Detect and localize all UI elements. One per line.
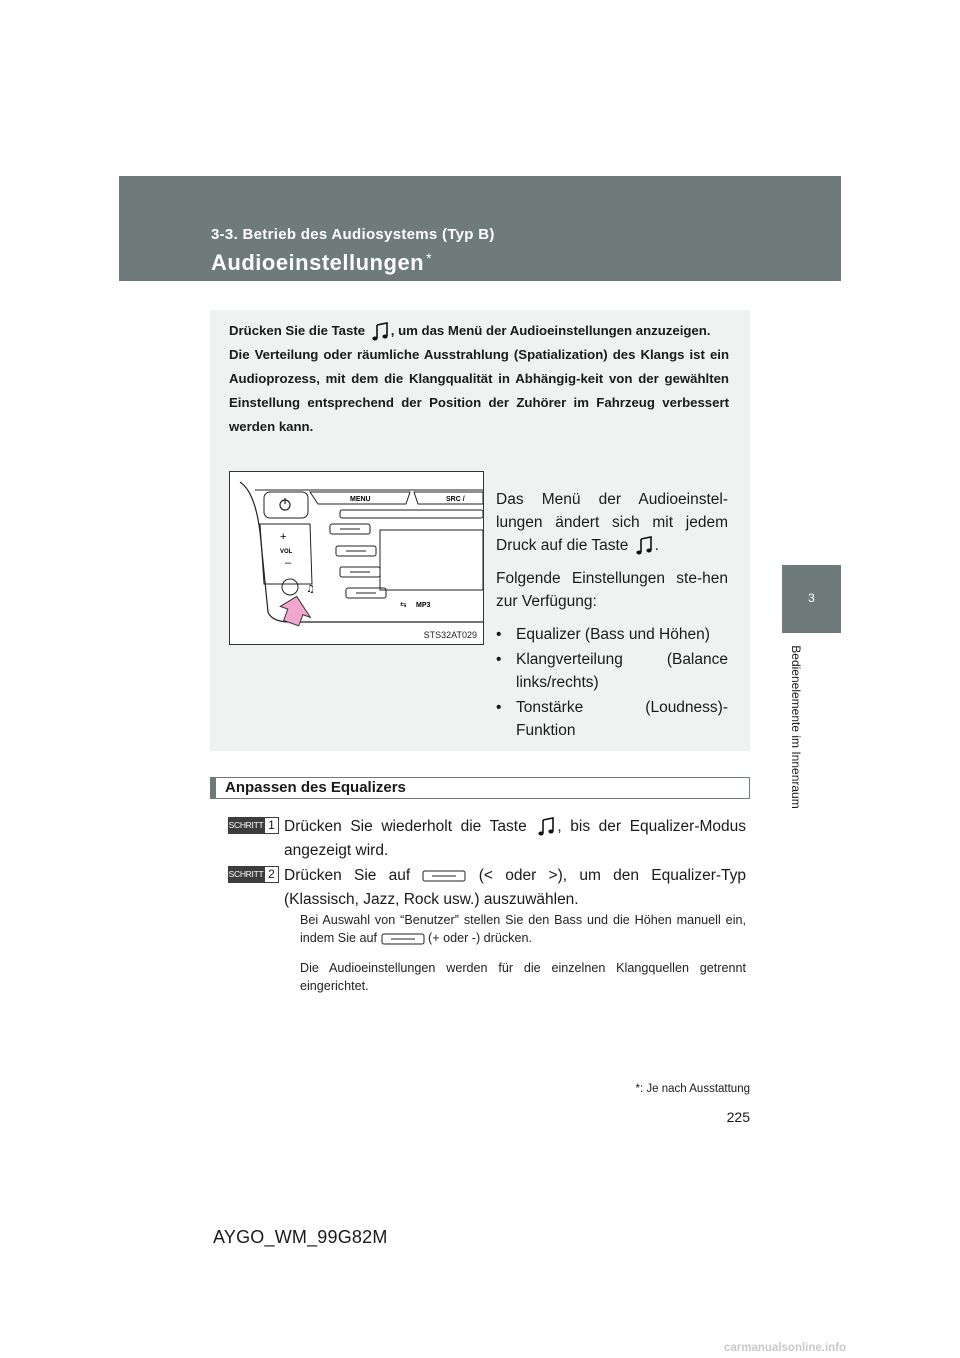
intro-text [229,319,729,439]
figure-para1-part1: Das Menü der Audioeinstel-lungen ändert sich mit jedem Druck auf die Taste [496,491,728,554]
step-1-text [284,815,746,863]
chapter-number: 3 [808,591,815,605]
step-1-part1: Drücken Sie wiederholt die Taste [284,818,527,835]
step-badge-number: 2 [264,866,279,883]
note-1-part1: Bei Auswahl von “Benutzer” stellen Sie den Bass und die Höhen manuell ein, indem Sie auf [300,913,746,945]
figure-para1-part2: . [654,537,660,554]
list-item: • Equalizer (Bass und Höhen) [496,623,728,646]
music-note-icon [633,535,655,557]
asterisk-mark: * [426,250,433,266]
music-note-icon: ♫ [306,584,315,595]
figure-para2: Folgende Einstellungen ste-hen zur Verfügung: [496,570,728,610]
subheading-text: Anpassen des Equalizers [225,779,406,796]
subheading-bar [211,778,216,798]
music-note-icon [535,816,557,838]
settings-list [496,623,728,742]
seek-button-icon [381,933,425,945]
chapter-label-text: Bedienelemente im Innenraum [789,645,803,809]
step-2-badge [228,866,278,883]
intro-text-part3: Die Verteilung oder räumliche Ausstrahlung (Spatialization) des Klangs ist ein Audioprozess, mit dem die Klangqualität in Abhängig-keit von der gewählten Einstellung entsprechend der Position der Zuhörer im Fahrzeug verbessert werden kann. [229,347,729,434]
vol-plus: + [280,531,287,543]
intro-text-part2: , um das Menü der Audioeinstellungen anzuzeigen. [390,323,711,338]
step-badge-number: 1 [264,817,279,834]
note-user-setting [300,911,746,947]
step-2-part2: (< oder >), um den Equalizer-Typ (Klassisch, Jazz, Rock usw.) auszuwählen. [284,867,747,908]
audio-panel-figure [229,471,484,645]
vol-minus: – [285,557,292,569]
document-code: AYGO_WM_99G82M [213,1227,388,1247]
figure-para1 [496,488,728,557]
section-title: 3-3. Betrieb des Audiosystems (Typ B) [211,226,495,243]
footnote-text: : Je nach Ausstattung [640,1083,750,1095]
step-2-part1: Drücken Sie auf [284,867,411,884]
watermark: carmanualsonline.info [724,1342,847,1354]
footnote [598,1083,750,1095]
music-note-icon [369,321,391,343]
equalizer-subheading [210,777,750,799]
seek-button-icon [422,870,466,882]
figure-label: STS32AT029 [423,630,477,640]
step-2-text [284,864,746,912]
note-source-settings: Die Audioeinstellungen werden für die einzelnen Klangquellen getrennt eingerichtet. [300,961,746,993]
chapter-label [786,640,810,820]
audio-panel-illustration [230,472,483,644]
intro-text-part1: Drücken Sie die Taste [229,323,366,338]
footnote-symbol: * [635,1083,641,1095]
mp3-label: MP3 [416,602,431,609]
step-1-part2: , bis der Equalizer-Modus angezeigt wird. [284,818,747,859]
usb-symbol: ⇆ [400,600,407,609]
page-title-text: Audioeinstellungen [211,250,425,275]
note-1-part2: (+ oder -) drücken. [428,931,532,945]
step-badge-label: SCHRITT [228,817,264,834]
step-badge-label: SCHRITT [228,866,264,883]
list-item: • Tonstärke (Loudness)-Funktion [496,696,728,742]
chapter-tab [782,565,841,633]
vol-label: VOL [280,549,293,555]
menu-label: MENU [350,496,371,503]
page-title [211,250,432,276]
step-1-badge [228,817,278,834]
src-label: SRC / [446,496,465,503]
list-item: • Klangverteilung (Balance links/rechts) [496,648,728,694]
figure-description [496,488,728,744]
page-number: 225 [726,1109,750,1125]
